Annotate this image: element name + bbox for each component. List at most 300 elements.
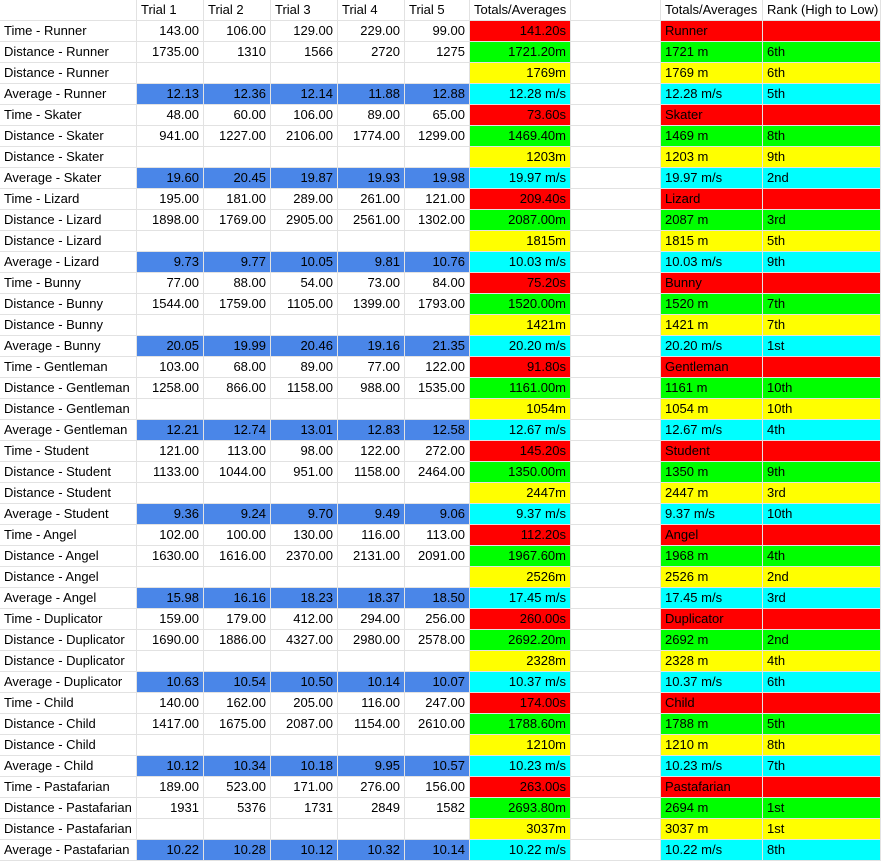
trial-value-cell[interactable]: 2610.00 [405, 714, 470, 735]
trial-value-cell[interactable] [271, 819, 338, 840]
row-label[interactable]: Distance - Angel [0, 567, 137, 588]
header-trial-3[interactable]: Trial 3 [271, 0, 338, 21]
rank-cell[interactable]: 1st [763, 819, 881, 840]
total-cell[interactable]: 10.37 m/s [470, 672, 571, 693]
summary-value-cell[interactable]: Gentleman [661, 357, 763, 378]
spacer-cell[interactable] [571, 378, 661, 399]
row-label[interactable]: Distance - Child [0, 714, 137, 735]
trial-value-cell[interactable] [338, 231, 405, 252]
trial-value-cell[interactable]: 2106.00 [271, 126, 338, 147]
total-cell[interactable]: 91.80s [470, 357, 571, 378]
trial-value-cell[interactable]: 12.83 [338, 420, 405, 441]
total-cell[interactable]: 17.45 m/s [470, 588, 571, 609]
header-right-totals[interactable]: Totals/Averages [661, 0, 763, 21]
rank-cell[interactable] [763, 21, 881, 42]
trial-value-cell[interactable]: 272.00 [405, 441, 470, 462]
total-cell[interactable]: 145.20s [470, 441, 571, 462]
spacer-cell[interactable] [571, 294, 661, 315]
spacer-cell[interactable] [571, 483, 661, 504]
trial-value-cell[interactable]: 1616.00 [204, 546, 271, 567]
trial-value-cell[interactable] [137, 651, 204, 672]
trial-value-cell[interactable]: 122.00 [405, 357, 470, 378]
trial-value-cell[interactable]: 10.63 [137, 672, 204, 693]
spacer-cell[interactable] [571, 567, 661, 588]
trial-value-cell[interactable]: 12.58 [405, 420, 470, 441]
trial-value-cell[interactable]: 276.00 [338, 777, 405, 798]
trial-value-cell[interactable]: 102.00 [137, 525, 204, 546]
trial-value-cell[interactable]: 1735.00 [137, 42, 204, 63]
spacer-cell[interactable] [571, 735, 661, 756]
total-cell[interactable]: 1769m [470, 63, 571, 84]
trial-value-cell[interactable]: 1731 [271, 798, 338, 819]
trial-value-cell[interactable]: 866.00 [204, 378, 271, 399]
trial-value-cell[interactable] [204, 399, 271, 420]
trial-value-cell[interactable]: 5376 [204, 798, 271, 819]
trial-value-cell[interactable]: 99.00 [405, 21, 470, 42]
trial-value-cell[interactable]: 159.00 [137, 609, 204, 630]
trial-value-cell[interactable] [338, 567, 405, 588]
total-cell[interactable]: 1054m [470, 399, 571, 420]
summary-value-cell[interactable]: Duplicator [661, 609, 763, 630]
spacer-cell[interactable] [571, 189, 661, 210]
trial-value-cell[interactable]: 15.98 [137, 588, 204, 609]
summary-value-cell[interactable]: 1469 m [661, 126, 763, 147]
trial-value-cell[interactable]: 11.88 [338, 84, 405, 105]
row-label[interactable]: Distance - Student [0, 462, 137, 483]
trial-value-cell[interactable]: 1154.00 [338, 714, 405, 735]
trial-value-cell[interactable] [338, 399, 405, 420]
spacer-cell[interactable] [571, 336, 661, 357]
total-cell[interactable]: 1421m [470, 315, 571, 336]
trial-value-cell[interactable]: 1898.00 [137, 210, 204, 231]
rank-cell[interactable]: 7th [763, 294, 881, 315]
header-trial-5[interactable]: Trial 5 [405, 0, 470, 21]
trial-value-cell[interactable]: 9.36 [137, 504, 204, 525]
header-rank[interactable]: Rank (High to Low) [763, 0, 881, 21]
summary-value-cell[interactable]: 10.22 m/s [661, 840, 763, 861]
spacer-cell[interactable] [571, 420, 661, 441]
trial-value-cell[interactable]: 20.46 [271, 336, 338, 357]
trial-value-cell[interactable]: 1133.00 [137, 462, 204, 483]
row-label[interactable]: Time - Lizard [0, 189, 137, 210]
trial-value-cell[interactable]: 189.00 [137, 777, 204, 798]
total-cell[interactable]: 1520.00m [470, 294, 571, 315]
trial-value-cell[interactable] [137, 567, 204, 588]
row-label[interactable]: Distance - Lizard [0, 231, 137, 252]
row-label[interactable]: Distance - Gentleman [0, 378, 137, 399]
rank-cell[interactable]: 1st [763, 798, 881, 819]
trial-value-cell[interactable] [405, 819, 470, 840]
row-label[interactable]: Time - Duplicator [0, 609, 137, 630]
total-cell[interactable]: 75.20s [470, 273, 571, 294]
trial-value-cell[interactable] [338, 63, 405, 84]
trial-value-cell[interactable]: 10.07 [405, 672, 470, 693]
row-label[interactable]: Distance - Skater [0, 147, 137, 168]
spacer-cell[interactable] [571, 462, 661, 483]
row-label[interactable]: Average - Runner [0, 84, 137, 105]
trial-value-cell[interactable] [271, 399, 338, 420]
trial-value-cell[interactable]: 89.00 [338, 105, 405, 126]
row-label[interactable]: Average - Student [0, 504, 137, 525]
trial-value-cell[interactable]: 523.00 [204, 777, 271, 798]
trial-value-cell[interactable] [137, 819, 204, 840]
trial-value-cell[interactable]: 143.00 [137, 21, 204, 42]
trial-value-cell[interactable] [204, 483, 271, 504]
row-label[interactable]: Time - Child [0, 693, 137, 714]
summary-value-cell[interactable]: 1203 m [661, 147, 763, 168]
trial-value-cell[interactable]: 19.87 [271, 168, 338, 189]
summary-value-cell[interactable]: Angel [661, 525, 763, 546]
trial-value-cell[interactable]: 171.00 [271, 777, 338, 798]
total-cell[interactable]: 2526m [470, 567, 571, 588]
trial-value-cell[interactable] [271, 735, 338, 756]
summary-value-cell[interactable]: 2694 m [661, 798, 763, 819]
row-label[interactable]: Time - Student [0, 441, 137, 462]
trial-value-cell[interactable]: 13.01 [271, 420, 338, 441]
row-label[interactable]: Average - Lizard [0, 252, 137, 273]
trial-value-cell[interactable] [271, 231, 338, 252]
trial-value-cell[interactable]: 181.00 [204, 189, 271, 210]
header-trial-2[interactable]: Trial 2 [204, 0, 271, 21]
trial-value-cell[interactable]: 229.00 [338, 21, 405, 42]
row-label[interactable]: Average - Skater [0, 168, 137, 189]
trial-value-cell[interactable] [271, 567, 338, 588]
trial-value-cell[interactable] [271, 147, 338, 168]
spacer-cell[interactable] [571, 357, 661, 378]
trial-value-cell[interactable] [405, 231, 470, 252]
rank-cell[interactable] [763, 441, 881, 462]
trial-value-cell[interactable]: 9.24 [204, 504, 271, 525]
spacer-cell[interactable] [571, 273, 661, 294]
header-cell-blank[interactable] [0, 0, 137, 21]
rank-cell[interactable]: 3rd [763, 210, 881, 231]
summary-value-cell[interactable]: 2526 m [661, 567, 763, 588]
trial-value-cell[interactable]: 9.81 [338, 252, 405, 273]
rank-cell[interactable]: 9th [763, 147, 881, 168]
trial-value-cell[interactable]: 10.50 [271, 672, 338, 693]
trial-value-cell[interactable] [338, 483, 405, 504]
trial-value-cell[interactable]: 1044.00 [204, 462, 271, 483]
trial-value-cell[interactable]: 10.05 [271, 252, 338, 273]
trial-value-cell[interactable]: 1675.00 [204, 714, 271, 735]
trial-value-cell[interactable]: 10.14 [405, 840, 470, 861]
trial-value-cell[interactable]: 1417.00 [137, 714, 204, 735]
trial-value-cell[interactable]: 1227.00 [204, 126, 271, 147]
trial-value-cell[interactable]: 121.00 [137, 441, 204, 462]
trial-value-cell[interactable]: 1535.00 [405, 378, 470, 399]
trial-value-cell[interactable]: 73.00 [338, 273, 405, 294]
trial-value-cell[interactable]: 54.00 [271, 273, 338, 294]
summary-value-cell[interactable]: 12.67 m/s [661, 420, 763, 441]
rank-cell[interactable]: 10th [763, 504, 881, 525]
spacer-cell[interactable] [571, 630, 661, 651]
row-label[interactable]: Distance - Bunny [0, 294, 137, 315]
trial-value-cell[interactable]: 121.00 [405, 189, 470, 210]
row-label[interactable]: Time - Runner [0, 21, 137, 42]
trial-value-cell[interactable]: 1544.00 [137, 294, 204, 315]
total-cell[interactable]: 112.20s [470, 525, 571, 546]
trial-value-cell[interactable]: 1310 [204, 42, 271, 63]
trial-value-cell[interactable]: 19.99 [204, 336, 271, 357]
rank-cell[interactable]: 5th [763, 84, 881, 105]
rank-cell[interactable] [763, 273, 881, 294]
trial-value-cell[interactable]: 122.00 [338, 441, 405, 462]
row-label[interactable]: Time - Angel [0, 525, 137, 546]
trial-value-cell[interactable]: 9.49 [338, 504, 405, 525]
trial-value-cell[interactable]: 1299.00 [405, 126, 470, 147]
row-label[interactable]: Average - Bunny [0, 336, 137, 357]
rank-cell[interactable]: 5th [763, 714, 881, 735]
trial-value-cell[interactable]: 20.05 [137, 336, 204, 357]
trial-value-cell[interactable] [204, 147, 271, 168]
trial-value-cell[interactable] [204, 315, 271, 336]
total-cell[interactable]: 1967.60m [470, 546, 571, 567]
row-label[interactable]: Distance - Gentleman [0, 399, 137, 420]
header-trial-4[interactable]: Trial 4 [338, 0, 405, 21]
row-label[interactable]: Average - Gentleman [0, 420, 137, 441]
trial-value-cell[interactable]: 1774.00 [338, 126, 405, 147]
total-cell[interactable]: 1815m [470, 231, 571, 252]
spacer-cell[interactable] [571, 210, 661, 231]
trial-value-cell[interactable]: 1158.00 [338, 462, 405, 483]
total-cell[interactable]: 12.67 m/s [470, 420, 571, 441]
trial-value-cell[interactable]: 1302.00 [405, 210, 470, 231]
summary-value-cell[interactable]: 2692 m [661, 630, 763, 651]
spacer-cell[interactable] [571, 546, 661, 567]
summary-value-cell[interactable]: 1721 m [661, 42, 763, 63]
trial-value-cell[interactable]: 289.00 [271, 189, 338, 210]
row-label[interactable]: Distance - Angel [0, 546, 137, 567]
trial-value-cell[interactable]: 89.00 [271, 357, 338, 378]
total-cell[interactable]: 174.00s [470, 693, 571, 714]
summary-value-cell[interactable]: 1054 m [661, 399, 763, 420]
total-cell[interactable]: 20.20 m/s [470, 336, 571, 357]
trial-value-cell[interactable]: 19.93 [338, 168, 405, 189]
spacer-cell[interactable] [571, 147, 661, 168]
rank-cell[interactable]: 8th [763, 126, 881, 147]
rank-cell[interactable]: 2nd [763, 168, 881, 189]
trial-value-cell[interactable]: 130.00 [271, 525, 338, 546]
row-label[interactable]: Time - Pastafarian [0, 777, 137, 798]
trial-value-cell[interactable]: 294.00 [338, 609, 405, 630]
trial-value-cell[interactable]: 68.00 [204, 357, 271, 378]
total-cell[interactable]: 1210m [470, 735, 571, 756]
total-cell[interactable]: 2447m [470, 483, 571, 504]
summary-value-cell[interactable]: 1769 m [661, 63, 763, 84]
rank-cell[interactable]: 6th [763, 672, 881, 693]
rank-cell[interactable]: 10th [763, 378, 881, 399]
row-label[interactable]: Distance - Bunny [0, 315, 137, 336]
rank-cell[interactable] [763, 105, 881, 126]
spacer-cell[interactable] [571, 777, 661, 798]
trial-value-cell[interactable]: 12.74 [204, 420, 271, 441]
trial-value-cell[interactable]: 19.60 [137, 168, 204, 189]
rank-cell[interactable] [763, 609, 881, 630]
total-cell[interactable]: 19.97 m/s [470, 168, 571, 189]
summary-value-cell[interactable]: 10.03 m/s [661, 252, 763, 273]
trial-value-cell[interactable]: 1931 [137, 798, 204, 819]
spacer-cell[interactable] [571, 441, 661, 462]
trial-value-cell[interactable]: 2720 [338, 42, 405, 63]
row-label[interactable]: Distance - Duplicator [0, 651, 137, 672]
summary-value-cell[interactable]: 17.45 m/s [661, 588, 763, 609]
trial-value-cell[interactable]: 20.45 [204, 168, 271, 189]
trial-value-cell[interactable]: 12.88 [405, 84, 470, 105]
rank-cell[interactable]: 7th [763, 756, 881, 777]
trial-value-cell[interactable] [338, 315, 405, 336]
spacer-cell[interactable] [571, 798, 661, 819]
total-cell[interactable]: 9.37 m/s [470, 504, 571, 525]
rank-cell[interactable] [763, 777, 881, 798]
summary-value-cell[interactable]: 1815 m [661, 231, 763, 252]
trial-value-cell[interactable]: 2980.00 [338, 630, 405, 651]
row-label[interactable]: Distance - Duplicator [0, 630, 137, 651]
trial-value-cell[interactable] [271, 63, 338, 84]
total-cell[interactable]: 10.22 m/s [470, 840, 571, 861]
trial-value-cell[interactable]: 12.21 [137, 420, 204, 441]
trial-value-cell[interactable]: 2849 [338, 798, 405, 819]
summary-value-cell[interactable]: Bunny [661, 273, 763, 294]
trial-value-cell[interactable]: 1630.00 [137, 546, 204, 567]
trial-value-cell[interactable]: 412.00 [271, 609, 338, 630]
trial-value-cell[interactable]: 10.18 [271, 756, 338, 777]
spacer-cell[interactable] [571, 840, 661, 861]
rank-cell[interactable] [763, 693, 881, 714]
trial-value-cell[interactable]: 10.12 [137, 756, 204, 777]
trial-value-cell[interactable]: 113.00 [204, 441, 271, 462]
spacer-cell[interactable] [571, 21, 661, 42]
row-label[interactable]: Distance - Student [0, 483, 137, 504]
spacer-cell[interactable] [571, 105, 661, 126]
trial-value-cell[interactable]: 10.32 [338, 840, 405, 861]
trial-value-cell[interactable] [204, 567, 271, 588]
rank-cell[interactable]: 5th [763, 231, 881, 252]
trial-value-cell[interactable]: 4327.00 [271, 630, 338, 651]
summary-value-cell[interactable]: 2447 m [661, 483, 763, 504]
trial-value-cell[interactable]: 65.00 [405, 105, 470, 126]
trial-value-cell[interactable]: 2905.00 [271, 210, 338, 231]
summary-value-cell[interactable]: 20.20 m/s [661, 336, 763, 357]
spacer-cell[interactable] [571, 252, 661, 273]
total-cell[interactable]: 2087.00m [470, 210, 571, 231]
trial-value-cell[interactable]: 941.00 [137, 126, 204, 147]
total-cell[interactable]: 263.00s [470, 777, 571, 798]
trial-value-cell[interactable]: 10.76 [405, 252, 470, 273]
trial-value-cell[interactable]: 18.50 [405, 588, 470, 609]
trial-value-cell[interactable]: 19.16 [338, 336, 405, 357]
rank-cell[interactable]: 7th [763, 315, 881, 336]
rank-cell[interactable]: 4th [763, 420, 881, 441]
trial-value-cell[interactable]: 2087.00 [271, 714, 338, 735]
trial-value-cell[interactable]: 10.12 [271, 840, 338, 861]
total-cell[interactable]: 1788.60m [470, 714, 571, 735]
trial-value-cell[interactable] [137, 231, 204, 252]
trial-value-cell[interactable]: 1690.00 [137, 630, 204, 651]
rank-cell[interactable] [763, 525, 881, 546]
trial-value-cell[interactable] [405, 63, 470, 84]
trial-value-cell[interactable] [204, 63, 271, 84]
row-label[interactable]: Average - Angel [0, 588, 137, 609]
trial-value-cell[interactable]: 1582 [405, 798, 470, 819]
trial-value-cell[interactable]: 162.00 [204, 693, 271, 714]
trial-value-cell[interactable] [271, 483, 338, 504]
trial-value-cell[interactable]: 129.00 [271, 21, 338, 42]
trial-value-cell[interactable]: 48.00 [137, 105, 204, 126]
trial-value-cell[interactable]: 106.00 [271, 105, 338, 126]
trial-value-cell[interactable]: 1793.00 [405, 294, 470, 315]
trial-value-cell[interactable]: 21.35 [405, 336, 470, 357]
trial-value-cell[interactable] [338, 819, 405, 840]
spacer-cell[interactable] [571, 168, 661, 189]
total-cell[interactable]: 209.40s [470, 189, 571, 210]
trial-value-cell[interactable]: 1886.00 [204, 630, 271, 651]
trial-value-cell[interactable] [137, 483, 204, 504]
trial-value-cell[interactable] [338, 735, 405, 756]
trial-value-cell[interactable]: 113.00 [405, 525, 470, 546]
trial-value-cell[interactable]: 1258.00 [137, 378, 204, 399]
trial-value-cell[interactable]: 10.22 [137, 840, 204, 861]
trial-value-cell[interactable] [137, 147, 204, 168]
trial-value-cell[interactable]: 195.00 [137, 189, 204, 210]
row-label[interactable]: Distance - Pastafarian [0, 819, 137, 840]
total-cell[interactable]: 12.28 m/s [470, 84, 571, 105]
row-label[interactable]: Average - Pastafarian [0, 840, 137, 861]
spacer-cell[interactable] [571, 525, 661, 546]
trial-value-cell[interactable]: 2370.00 [271, 546, 338, 567]
trial-value-cell[interactable] [204, 819, 271, 840]
trial-value-cell[interactable]: 18.37 [338, 588, 405, 609]
total-cell[interactable]: 10.03 m/s [470, 252, 571, 273]
spacer-cell[interactable] [571, 651, 661, 672]
trial-value-cell[interactable]: 205.00 [271, 693, 338, 714]
trial-value-cell[interactable]: 19.98 [405, 168, 470, 189]
total-cell[interactable]: 1161.00m [470, 378, 571, 399]
row-label[interactable]: Average - Child [0, 756, 137, 777]
trial-value-cell[interactable]: 103.00 [137, 357, 204, 378]
summary-value-cell[interactable]: 1350 m [661, 462, 763, 483]
row-label[interactable]: Distance - Lizard [0, 210, 137, 231]
summary-value-cell[interactable]: 1788 m [661, 714, 763, 735]
rank-cell[interactable]: 8th [763, 840, 881, 861]
summary-value-cell[interactable]: 10.23 m/s [661, 756, 763, 777]
spacer-cell[interactable] [571, 399, 661, 420]
trial-value-cell[interactable]: 247.00 [405, 693, 470, 714]
trial-value-cell[interactable]: 179.00 [204, 609, 271, 630]
trial-value-cell[interactable] [271, 315, 338, 336]
trial-value-cell[interactable]: 256.00 [405, 609, 470, 630]
total-cell[interactable]: 1203m [470, 147, 571, 168]
trial-value-cell[interactable] [338, 147, 405, 168]
trial-value-cell[interactable] [405, 399, 470, 420]
trial-value-cell[interactable] [204, 231, 271, 252]
summary-value-cell[interactable]: 10.37 m/s [661, 672, 763, 693]
total-cell[interactable]: 73.60s [470, 105, 571, 126]
rank-cell[interactable]: 4th [763, 546, 881, 567]
trial-value-cell[interactable]: 2561.00 [338, 210, 405, 231]
trial-value-cell[interactable]: 77.00 [338, 357, 405, 378]
trial-value-cell[interactable]: 2131.00 [338, 546, 405, 567]
summary-value-cell[interactable]: 2087 m [661, 210, 763, 231]
spacer-cell[interactable] [571, 672, 661, 693]
trial-value-cell[interactable] [405, 567, 470, 588]
trial-value-cell[interactable]: 2091.00 [405, 546, 470, 567]
spacer-cell[interactable] [571, 231, 661, 252]
trial-value-cell[interactable]: 1105.00 [271, 294, 338, 315]
rank-cell[interactable]: 3rd [763, 483, 881, 504]
total-cell[interactable]: 260.00s [470, 609, 571, 630]
trial-value-cell[interactable] [271, 651, 338, 672]
trial-value-cell[interactable] [405, 651, 470, 672]
